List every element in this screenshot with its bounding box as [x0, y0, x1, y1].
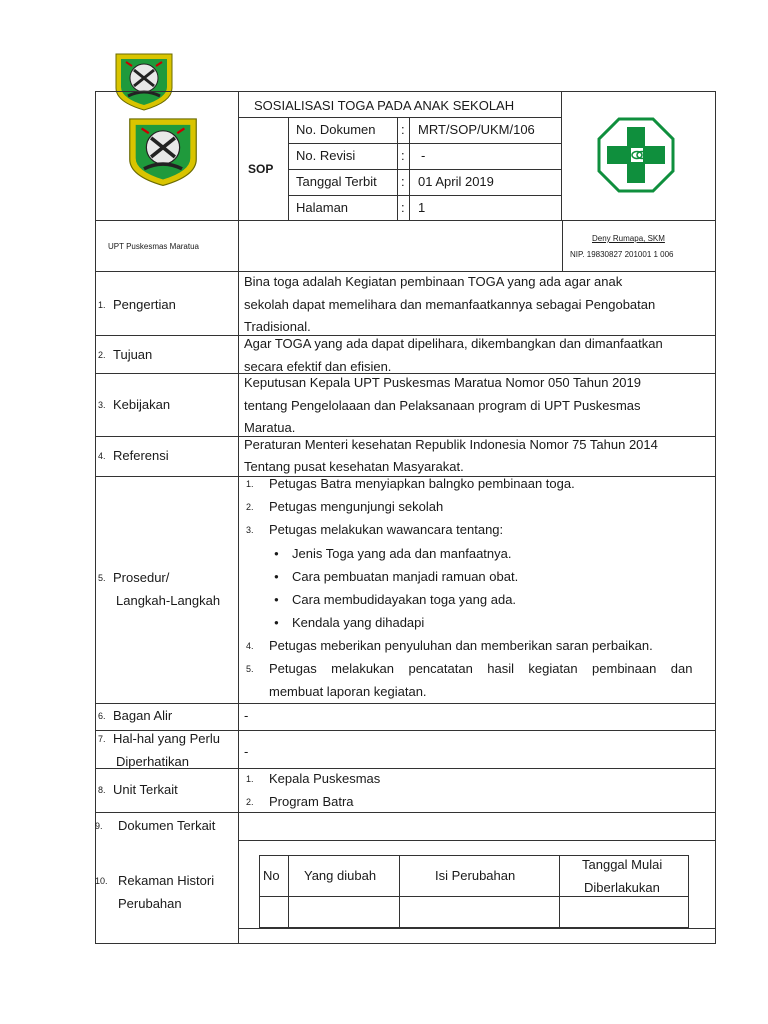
section-value: -	[244, 708, 249, 723]
bullet-text: Cara membudidayakan toga yang ada.	[292, 592, 517, 607]
signatory-nip: NIP. 19830827 201001 1 006	[570, 250, 674, 259]
meta-label-no-revisi: No. Revisi	[296, 148, 356, 163]
signatory-name: Deny Rumapa, SKM	[592, 234, 665, 243]
section-label-langkah: Langkah-Langkah	[116, 593, 221, 608]
rule	[559, 855, 560, 928]
item-text: Program Batra	[269, 794, 354, 809]
section-number: 3.	[98, 400, 106, 410]
item-number: 1.	[246, 774, 254, 784]
rule	[409, 117, 410, 220]
rule	[561, 91, 562, 220]
section-number: 10.	[95, 876, 108, 886]
document-title: SOSIALISASI TOGA PADA ANAK SEKOLAH	[254, 98, 515, 113]
meta-sep: :	[401, 200, 405, 215]
meta-label-no-dokumen: No. Dokumen	[296, 122, 376, 137]
section-label-prosedur: Prosedur/	[113, 570, 170, 585]
meta-sep: :	[401, 122, 405, 137]
step-text: Petugas mengunjungi sekolah	[269, 499, 444, 514]
section-label-referensi: Referensi	[113, 448, 169, 463]
rule	[95, 703, 716, 704]
history-header-diberlakukan: Diberlakukan	[584, 880, 660, 895]
rule	[259, 855, 260, 928]
section-label-unit-terkait: Unit Terkait	[113, 782, 178, 797]
rule	[95, 812, 716, 813]
rule	[238, 91, 239, 943]
meta-label-halaman: Halaman	[296, 200, 349, 215]
meta-value-tanggal-terbit: 01 April 2019	[418, 174, 494, 189]
rule	[238, 928, 716, 929]
section-label-bagan-alir: Bagan Alir	[113, 708, 173, 723]
meta-value-no-dokumen: MRT/SOP/UKM/106	[418, 122, 535, 137]
section-label-dokumen-terkait: Dokumen Terkait	[118, 818, 216, 833]
rule	[288, 855, 289, 928]
rule	[399, 855, 400, 928]
step-number: 2.	[246, 502, 254, 512]
rule	[95, 91, 716, 92]
bullet-text: Jenis Toga yang ada dan manfaatnya.	[292, 546, 512, 561]
bullet-icon: ●	[274, 572, 279, 581]
bullet-text: Cara pembuatan manjadi ramuan obat.	[292, 569, 519, 584]
item-number: 2.	[246, 797, 254, 807]
step-number: 3.	[246, 525, 254, 535]
meta-value-no-revisi: -	[421, 148, 426, 163]
section-number: 4.	[98, 451, 106, 461]
section-number: 8.	[98, 785, 106, 795]
section-label-hal-hal: Hal-hal yang Perlu	[113, 731, 220, 746]
rule	[238, 840, 716, 841]
item-text: Kepala Puskesmas	[269, 771, 381, 786]
section-text-line: Keputusan Kepala UPT Puskesmas Maratua Nomor 050 Tahun 2019	[244, 375, 641, 390]
bullet-text: Kendala yang dihadapi	[292, 615, 425, 630]
history-header-isi-perubahan: Isi Perubahan	[435, 868, 516, 883]
regency-seal-logo	[125, 114, 201, 188]
section-text-line: Maratua.	[244, 420, 296, 435]
history-header-yang-diubah: Yang diubah	[304, 868, 377, 883]
rule	[688, 855, 689, 928]
rule	[562, 220, 563, 271]
section-number: 7.	[98, 734, 106, 744]
step-number: 4.	[246, 641, 254, 651]
meta-sep: :	[401, 148, 405, 163]
section-label-diperhatikan: Diperhatikan	[116, 754, 189, 769]
section-text-line: tentang Pengelolaaan dan Pelaksanaan program di UPT Puskesmas	[244, 398, 641, 413]
step-text: membuat laporan kegiatan.	[269, 684, 427, 699]
regency-seal-logo-top	[112, 50, 176, 112]
section-label-tujuan: Tujuan	[113, 347, 153, 362]
section-number: 5.	[98, 573, 106, 583]
rule	[95, 943, 716, 944]
unit-name: UPT Puskesmas Maratua	[108, 242, 199, 251]
step-text: Petugas melakukan wawancara tentang:	[269, 522, 504, 537]
section-label-perubahan: Perubahan	[118, 896, 182, 911]
section-text-line: Tentang pusat kesehatan Masyarakat.	[244, 459, 464, 474]
bullet-icon: ●	[274, 618, 279, 627]
section-label-rekaman-histori: Rekaman Histori	[118, 873, 215, 888]
section-text-line: sekolah dapat memelihara dan memanfaatkannya sebagai Pengobatan	[244, 297, 656, 312]
rule	[288, 117, 289, 220]
meta-label-tanggal-terbit: Tanggal Terbit	[296, 174, 377, 189]
meta-value-halaman: 1	[418, 200, 426, 215]
section-value: -	[244, 744, 249, 759]
section-label-pengertian: Pengertian	[113, 297, 176, 312]
section-text-line: Agar TOGA yang ada dapat dipelihara, dikembangkan dan dimanfaatkan	[244, 336, 663, 351]
rule	[397, 117, 398, 220]
step-number: 5.	[246, 664, 254, 674]
rule	[259, 927, 689, 928]
step-text: Petugas melakukan pencatatan hasil kegiatan pembinaan dan	[269, 661, 693, 676]
puskesmas-logo	[597, 117, 675, 193]
sop-label: SOP	[248, 162, 274, 176]
section-number: 6.	[98, 711, 106, 721]
step-number: 1.	[246, 479, 254, 489]
bullet-icon: ●	[274, 549, 279, 558]
section-number: 1.	[98, 300, 106, 310]
history-header-tanggal-mulai: Tanggal Mulai	[582, 857, 663, 872]
rule	[95, 220, 716, 221]
meta-sep: :	[401, 174, 405, 189]
section-text-line: Tradisional.	[244, 319, 311, 334]
section-number: 9.	[95, 821, 103, 831]
step-text: Petugas Batra menyiapkan balngko pembinaan toga.	[269, 476, 575, 491]
section-label-kebijakan: Kebijakan	[113, 397, 171, 412]
rule	[715, 91, 716, 943]
step-text: Petugas meberikan penyuluhan dan memberikan saran perbaikan.	[269, 638, 653, 653]
history-header-no: No	[263, 868, 280, 883]
section-text-line: Bina toga adalah Kegiatan pembinaan TOGA yang ada agar anak	[244, 274, 623, 289]
bullet-icon: ●	[274, 595, 279, 604]
section-text-line: Peraturan Menteri kesehatan Republik Indonesia Nomor 75 Tahun 2014	[244, 437, 658, 452]
section-text-line: secara efektif dan efisien.	[244, 359, 392, 374]
section-number: 2.	[98, 350, 106, 360]
